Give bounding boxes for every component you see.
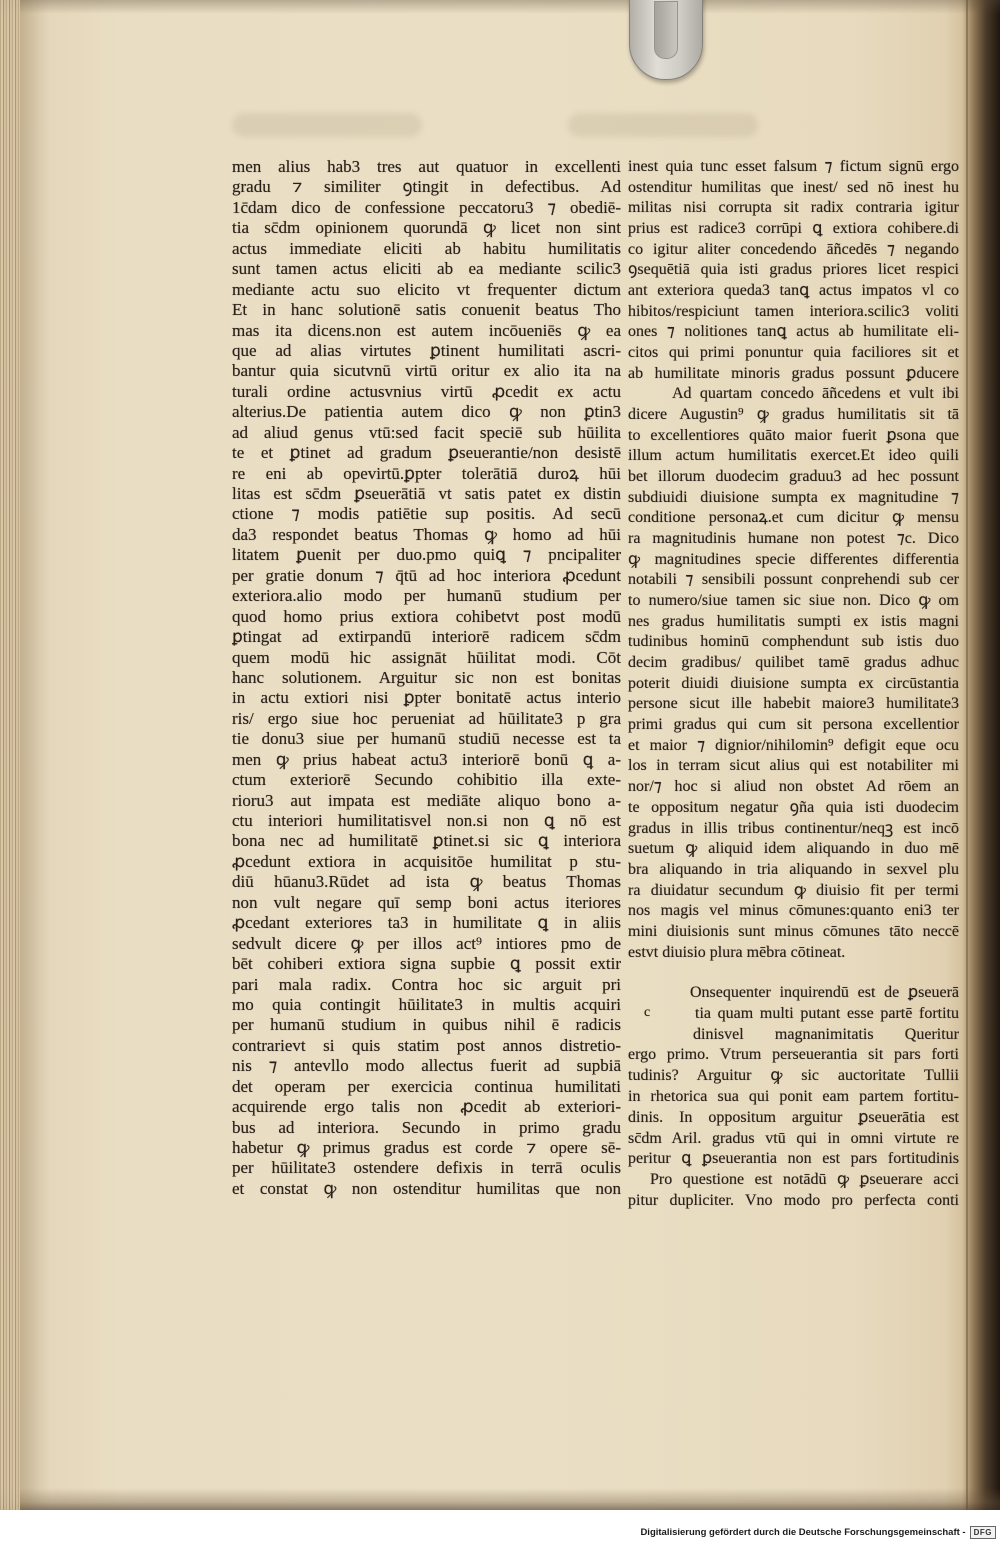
text-line: ctione ⁊ modis patiētie sup positis. Ad secū: [232, 504, 621, 524]
text-line: pari mala radix. Contra hoc sic arguit pri: [232, 974, 621, 994]
text-line: Pro questione est notādū ꝙ ꝑseuerare acci: [650, 1171, 959, 1189]
text-line: conditione personaꝝ.et cum dicitur ꝙ mensu: [628, 509, 959, 527]
text-line: per gratie donum ⁊ q̄tū ad hoc interiora ꝓcedunt: [232, 565, 621, 585]
text-line: co igitur aliter concedendo āñcedēs ⁊ negando: [628, 240, 959, 258]
text-line: tia quam multi putant esse partē fortitu: [695, 1004, 959, 1022]
text-line: ant exteriora queda3 tanꝗ actus impatos vl co: [628, 282, 959, 300]
text-line: re eni ab opevirtū.ꝑpter tolerātiā duroꝝ hūi: [232, 463, 621, 483]
text-line: mini diuisionis sunt minus cōmunes tāto neccē: [628, 922, 959, 940]
text-line: ab humilitate minoris gradus possunt ꝑducere: [628, 364, 959, 382]
text-line: dinis. In oppositum arguitur ꝑseuerātia est: [628, 1108, 959, 1126]
text-line: nor/⁊ hoc si aliud non obstet Ad rōem an: [628, 778, 959, 796]
text-line: da3 respondet beatus Thomas ꝙ homo ad hūi: [232, 524, 621, 544]
text-line: te et ꝑtinet ad gradum ꝑseuerantie/non desistē: [232, 443, 621, 463]
text-line: ꝓcedant exteriores ta3 in humilitate ꝗ in aliis: [232, 913, 621, 933]
text-line: ones ⁊ nolitiones tanꝗ actus ab humilitate eli-: [628, 323, 959, 341]
left-text-column: [232, 157, 621, 1199]
text-line: Onsequenter inquirendū est de ꝑseuerā: [690, 984, 959, 1001]
text-line: tia sc̄dm opinionem quorundā ꝙ licet non sint: [232, 218, 621, 238]
text-line: peritur ꝗ ꝑseuerantia non est pars fortitudinis: [628, 1150, 959, 1168]
text-line: te oppositum negatur ꝯña quia isti duodecim: [628, 798, 959, 816]
text-line: ctum exteriorē Secundo cohibitio illa exte-: [232, 770, 621, 790]
bookmark-clip: [629, 0, 703, 80]
text-line: per humanū studium in quibus nihil ē radicis: [232, 1015, 621, 1035]
text-line: diū hūanu3.Rūdet ad ista ꝙ beatus Thomas: [232, 872, 621, 892]
text-line: militas nisi corrupta sit radix contraria igitur: [628, 199, 959, 217]
text-line: mediante actu suo elicito vt frequenter dictum: [232, 279, 621, 299]
text-line: habetur ꝙ primus gradus est corde ⁊ opere sē-: [232, 1138, 621, 1157]
text-line: et constat ꝙ non ostenditur humilitas que non: [232, 1178, 621, 1198]
text-line: tudinibus hominū comphendunt sub istis duo: [628, 633, 959, 651]
text-line: non vult negare quī semp boni actus iteriores: [232, 892, 621, 912]
dfg-logo: DFG: [970, 1526, 996, 1539]
text-line: illum actum humilitatis exercet.Et ideo quili: [628, 447, 959, 465]
text-line: ergo primo. Vtrum perseuerantia sit pars forti: [628, 1046, 959, 1064]
text-line: gradus in illis tribus continentur/neqꝫ est incō: [628, 819, 959, 837]
text-line: ris/ ergo siue hoc perueniat ad hūilitate3 p gra: [232, 708, 621, 728]
page-stack-edge: [0, 0, 20, 1510]
text-line: turali ordine actusvnius virtū ꝓcedit ex actu: [232, 381, 621, 401]
text-line: in rhetorica sua qui ponit eam partem fortitu-: [628, 1087, 959, 1105]
text-line: contrarievt si quis statim post annos distretio-: [232, 1035, 621, 1055]
text-line: ꝑtingat ad extirpandū interiorē radicem sc̄dm: [232, 627, 621, 647]
text-line: actus immediate eliciti ab habitu humilitatis: [232, 238, 621, 258]
text-line: bantur quia sicutvnū virtū oritur ex alio ita na: [232, 361, 621, 381]
text-line: acquirende ergo talis non ꝓcedit ab exteriori-: [232, 1097, 621, 1117]
text-line: poterit diuidi diuisione sumpta ex circūstantia: [628, 674, 959, 692]
text-line: nos magis vel minus cōmunes:quanto eni3 ter: [628, 902, 959, 920]
text-line: ra magnitudinis humane non potest ⁊c. Dico: [628, 530, 959, 548]
text-line: primi gradus qui cum sit persona excellentior: [628, 716, 959, 734]
show-through-smudge: [232, 113, 422, 137]
text-line: prius est radice3 corrūpi ꝗ extiora cohibere.di: [628, 220, 959, 238]
digitization-credit-footer: [640, 1523, 996, 1541]
show-through-smudge: [568, 113, 758, 137]
text-line: bēt cohiberi extiora signa supbie ꝗ possit extir: [232, 954, 621, 974]
text-line: bet illorum duodecim graduu3 ad hec possunt: [628, 468, 959, 486]
text-line: bus ad interiora. Secundo in primo gradu: [232, 1117, 621, 1137]
text-line: ra diuidatur secundum ꝙ diuisio fit per termi: [628, 881, 959, 899]
text-line: rioru3 aut impata est mediāte aliquo bono a-: [232, 790, 621, 810]
text-line: bra aliquando in tria aliquando in sexvel plu: [628, 860, 959, 878]
text-line: ostenditur humilitas que inest/ sed nō inest hu: [628, 178, 959, 196]
text-line: mas ita dicens.non est autem incōueniēs ꝙ ea: [232, 320, 621, 340]
text-line: ctu interiori humilitatisvel non.si non ꝗ nō est: [232, 811, 621, 830]
text-line: ꝙ magnitudines specie differentes differentia: [628, 550, 959, 568]
page-fore-edge: [966, 0, 968, 1510]
text-line: dicere Augustin⁹ ꝙ gradus humilitatis sit tā: [628, 406, 959, 424]
text-line: 1c̄dam dico de confessione peccatoru3 ⁊ obediē-: [232, 197, 621, 217]
gutter-shadow: [20, 0, 50, 1510]
text-line: los in terram sicut alius qui est notabiliter mi: [628, 757, 959, 775]
text-line: per hūilitate3 ostendere defixis in terrā oculis: [232, 1158, 621, 1178]
text-line: et maior ⁊ dignior/nihilomin⁹ defigit eque ocu: [628, 736, 959, 754]
text-line: nes gradus humilitatis sumpti ex istis magni: [628, 612, 959, 630]
text-line: men alius hab3 tres aut quatuor in excellenti: [232, 157, 621, 176]
right-text-column-bottom: [628, 983, 959, 1212]
text-line: Ad quartam concedo āñcedens et vult ibi: [672, 385, 959, 403]
text-line: to numero/siue tamen sic siue non. Dico ꝙ om: [628, 592, 959, 610]
text-line: men ꝙ prius habeat actu3 interiorē bonū ꝗ a-: [232, 749, 621, 769]
text-line: tie donu3 siue per humanū studiū necesse est ta: [232, 729, 621, 749]
text-line: exteriora.alio modo per humanū studium per: [232, 586, 621, 606]
text-line: mo quia contingit hūilitate3 in multis acquiri: [232, 994, 621, 1014]
text-line: hibitos/respiciunt tamen interiora.scilic3 voliti: [628, 302, 959, 320]
text-line: citos qui primi ponuntur quia faciliores sit et: [628, 344, 959, 362]
text-line: quod homo prius extiora cohibetvt post modū: [232, 606, 621, 626]
text-line: ꝯsequētiā quia isti gradus priores licet respici: [628, 261, 959, 279]
text-line: alterius.De patientia autem dico ꝙ non ꝑtin3: [232, 402, 621, 422]
text-line: bona nec ad humilitatē ꝑtinet.si sic ꝗ interiora: [232, 831, 621, 851]
text-line: quem modū hic assignāt hūilitat modi. Cōt: [232, 647, 621, 667]
text-line: sunt tamen actus eliciti ab ea mediante scilic3: [232, 259, 621, 279]
text-line: litatem ꝑuenit per duo.pmo quiꝗ ⁊ pncipaliter: [232, 545, 621, 565]
text-line: subdiuidi diuisione sumpta ex magnitudine ⁊: [628, 488, 959, 506]
text-line: notabili ⁊ sensibili possunt conprehendi sub cer: [628, 571, 959, 589]
text-line: ꝓcedunt extiora in acquisitōe humilitat p stu-: [232, 851, 621, 871]
text-line: in actu extiori nisi ꝑpter bonitatē actus interio: [232, 688, 621, 708]
text-line: sc̄dm Aril. gradus vtū qui in omni virtute re: [628, 1129, 959, 1147]
text-line: estvt diuisio plura mēbra cōtineat.: [628, 943, 846, 961]
text-line: Et in hanc solutionē satis conuenit beatus Tho: [232, 300, 621, 320]
text-line: to excellentiores quāto maior fuerit ꝑsona que: [628, 426, 959, 444]
text-line: inest quia tunc esset falsum ⁊ fictum signū ergo: [628, 158, 959, 175]
text-line: decim gradibus/ quilibet tamē gradus adhuc: [628, 654, 959, 672]
text-line: sedvult dicere ꝙ per illos act⁹ intiores pmo de: [232, 933, 621, 953]
text-line: nis ⁊ antevllo modo allectus fuerit ad supbiā: [232, 1056, 621, 1076]
text-line: dinisvel magnanimitatis Queritur: [693, 1025, 959, 1043]
text-line: det operam per exercicia continua humilitati: [232, 1076, 621, 1096]
text-line: litas est sc̄dm ꝑseuerātiā vt satis patet ex distin: [232, 484, 621, 503]
credit-text: Digitalisierung gefördert durch die Deutsche Forschungsgemeinschaft -: [640, 1526, 966, 1538]
clip-slot: [654, 1, 678, 59]
right-text-column-top: [628, 157, 959, 963]
text-line: suetum ꝙ aliquid idem aliquando in duo mē: [628, 840, 959, 858]
text-line: hanc solutionem. Arguitur sic non est bonitas: [232, 667, 621, 687]
text-line: gradu ⁊ similiter ꝯtingit in defectibus. Ad: [232, 177, 621, 197]
text-line: tudinis? Arguitur ꝙ sic auctoritate Tullii: [628, 1067, 959, 1085]
text-line: pitur dupliciter. Vno modo pro perfecta conti: [628, 1191, 959, 1209]
guide-letter: c: [644, 1005, 651, 1020]
text-line: persone sicut ille habebit maiore3 humilitate3: [628, 695, 959, 713]
text-line: ad aliud genus vtū:sed facit speciē sub hūilita: [232, 422, 621, 442]
text-line: que ad alias virtutes ꝑtinent humilitati ascri-: [232, 340, 621, 360]
